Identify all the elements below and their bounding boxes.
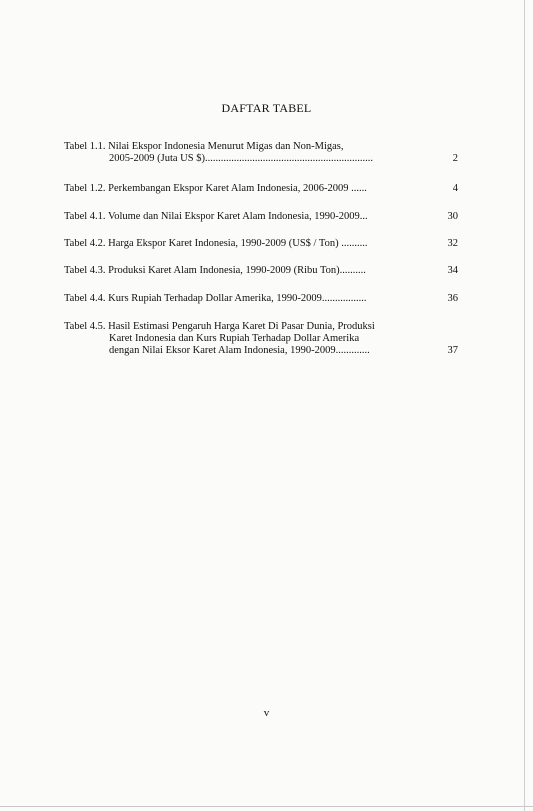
toc-entry-caption: Tabel 4.5. Hasil Estimasi Pengaruh Harga Karet Di Pasar Dunia, Produksi xyxy=(64,321,375,332)
toc-entry-caption: Tabel 4.3. Produksi Karet Alam Indonesia, 1990-2009 (Ribu Ton).......... xyxy=(64,265,366,276)
toc-entry-caption: Tabel 4.4. Kurs Rupiah Terhadap Dollar Amerika, 1990-2009................. xyxy=(64,293,367,304)
toc-page-number: 36 xyxy=(447,293,458,304)
toc-page-number: 30 xyxy=(447,211,458,222)
toc-page-number: 37 xyxy=(447,345,458,356)
toc-entry-caption: Tabel 1.1. Nilai Ekspor Indonesia Menurut Migas dan Non-Migas, xyxy=(64,141,344,152)
page-title: DAFTAR TABEL xyxy=(221,101,312,115)
toc-entry-tabel-4-1 xyxy=(64,211,462,223)
toc-page-number: 2 xyxy=(452,153,458,164)
toc-entry-tabel-4-2 xyxy=(64,238,462,250)
toc-entry-tabel-4-5 xyxy=(64,321,462,357)
toc-entry-caption: Tabel 4.1. Volume dan Nilai Ekspor Karet Alam Indonesia, 1990-2009... xyxy=(64,211,368,222)
toc-entry-caption: Tabel 1.2. Perkembangan Ekspor Karet Alam Indonesia, 2006-2009 ...... xyxy=(64,183,367,194)
page-footer-number: v xyxy=(263,707,270,719)
toc-entry-caption-continued: Karet Indonesia dan Kurs Rupiah Terhadap Dollar Amerika xyxy=(109,333,360,344)
toc-entry-caption-continued: 2005-2009 (Juta US $)................................................................ xyxy=(109,153,373,164)
toc-entry-tabel-4-3 xyxy=(64,265,462,277)
toc-page-number: 32 xyxy=(447,238,458,249)
page-edge-right xyxy=(524,0,525,811)
toc-entry-caption-continued: dengan Nilai Eksor Karet Alam Indonesia, 1990-2009............. xyxy=(109,345,370,356)
toc-entry-caption: Tabel 4.2. Harga Ekspor Karet Indonesia, 1990-2009 (US$ / Ton) .......... xyxy=(64,238,368,249)
toc-entry-tabel-1-2 xyxy=(64,183,462,195)
page-edge-bottom xyxy=(0,806,533,807)
toc-entry-tabel-1-1 xyxy=(64,141,462,165)
toc-page-number: 4 xyxy=(452,183,458,194)
toc-entry-tabel-4-4 xyxy=(64,293,462,305)
toc-page-number: 34 xyxy=(447,265,458,276)
